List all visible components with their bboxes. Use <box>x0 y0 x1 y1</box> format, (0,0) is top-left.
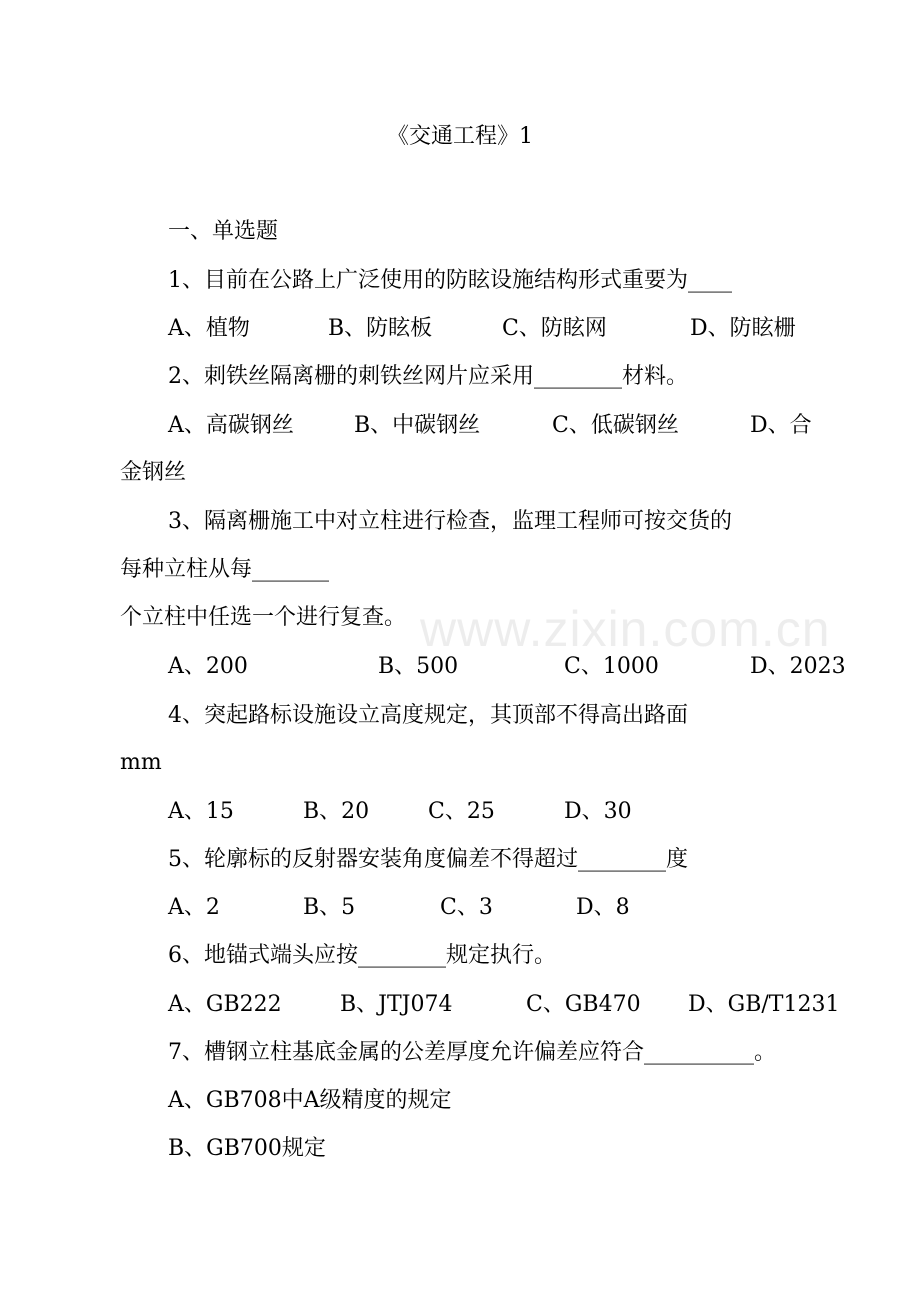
q3-option-b: B、500 <box>378 654 459 679</box>
q4-option-d: D、30 <box>564 799 632 824</box>
q1-option-a: A、植物 <box>168 316 250 341</box>
section-heading: 一、单选题 <box>168 219 279 244</box>
question-5-stem: 5、轮廓标的反射器安装角度偏差不得超过________度 <box>168 847 688 872</box>
watermark: www.zixin.com.cn <box>420 601 831 657</box>
q5-option-a: A、2 <box>168 895 220 920</box>
question-7-stem: 7、槽钢立柱基底金属的公差厚度允许偏差应符合__________。 <box>168 1040 776 1065</box>
question-4-stem-line-1: 4、突起路标设施设立高度规定，其顶部不得高出路面 <box>168 703 688 728</box>
q1-option-d: D、防眩栅 <box>690 316 796 341</box>
q3-option-d: D、2023 <box>750 654 846 679</box>
question-3-stem-line-1: 3、隔离栅施工中对立柱进行检查，监理工程师可按交货的 <box>168 509 732 534</box>
q2-option-d-continuation: 金钢丝 <box>120 460 187 485</box>
q4-option-b: B、20 <box>303 799 370 824</box>
q6-option-d: D、GB/T1231 <box>688 992 840 1017</box>
q6-option-b: B、JTJ074 <box>340 992 453 1017</box>
q7-option-a: A、GB708中A级精度的规定 <box>168 1088 452 1113</box>
q2-option-b: B、中碳钢丝 <box>354 413 481 438</box>
question-1-stem: 1、目前在公路上广泛使用的防眩设施结构形式重要为____ <box>168 268 732 293</box>
question-6-stem: 6、地锚式端头应按________规定执行。 <box>168 943 556 968</box>
q6-option-c: C、GB470 <box>526 992 641 1017</box>
question-3-stem-line-3: 个立柱中任选一个进行复查。 <box>120 605 407 630</box>
q3-option-a: A、200 <box>168 654 248 679</box>
q5-option-c: C、3 <box>440 895 493 920</box>
question-2-stem: 2、刺铁丝隔离栅的刺铁丝网片应采用________材料。 <box>168 364 688 389</box>
q1-option-c: C、防眩网 <box>502 316 607 341</box>
q1-option-b: B、防眩板 <box>328 316 433 341</box>
q4-option-c: C、25 <box>428 799 495 824</box>
q2-option-d: D、合 <box>750 413 812 438</box>
q7-option-b: B、GB700规定 <box>168 1136 326 1161</box>
q5-option-d: D、8 <box>576 895 630 920</box>
q6-option-a: A、GB222 <box>168 992 282 1017</box>
q4-option-a: A、15 <box>168 799 234 824</box>
question-3-stem-line-2: 每种立柱从每_______ <box>120 557 330 582</box>
q5-option-b: B、5 <box>303 895 356 920</box>
q2-option-c: C、低碳钢丝 <box>552 413 679 438</box>
q3-option-c: C、1000 <box>564 654 659 679</box>
question-4-stem-line-2: mm <box>120 750 162 775</box>
document-title: 《交通工程》1 <box>387 124 533 149</box>
q2-option-a: A、高碳钢丝 <box>168 413 294 438</box>
